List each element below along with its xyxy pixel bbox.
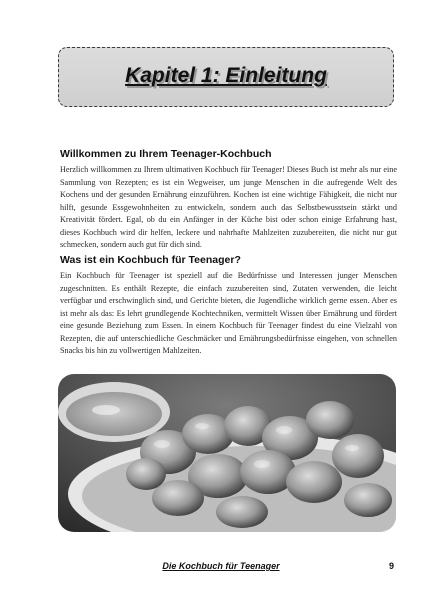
chapter-title-box [58,47,394,107]
footer-book-title: Die Kochbuch für Teenager [162,561,280,571]
page-number: 9 [388,561,394,571]
chapter-title: Kapitel 1: Einleitung [125,64,327,87]
section-heading-what-is: Was ist ein Kochbuch für Teenager? [60,254,241,266]
section-text-welcome: Herzlich willkommen zu Ihrem ultimativen Kochbuch für Teenager! Dieses Buch ist mehr als nur eine Sammlung von Rezepten; es ist ein Wegweiser, um junge Menschen in die aufregende Welt des Kochens und der gesunden Ernährung einzuführen. Kochen ist eine wichtige Fähigkeit, die nicht nur hilft, gesunde Essgewohnheiten zu entwickeln, sondern auch das Selbstbewusstsein stärkt und Kreativität fördert. Egal, ob du ein Anfänger in der Küche bist oder schon einige Erfahrung hast, dieses Kochbuch wird dir helfen, leckere und nahrhafte Mahlzeiten zuzubereiten, die nicht nur gut schmecken, sondern auch gut für dich sind. [60,165,397,249]
food-photo [58,374,396,532]
section-text-what-is: Ein Kochbuch für Teenager ist speziell auf die Bedürfnisse und Interessen junger Menschen zugeschnitten. Es enthält Rezepte, die einfach zuzubereiten sind, Zutaten verwenden, die leicht verfügbar und erschwinglich sind, und Gerichte bieten, die Jugendliche wirklich gerne essen. Aber es ist mehr als das: Es lehrt grundlegende Kochtechniken, vermittelt Wissen über Ernährung und fördert eine gesunde Beziehung zum Essen. In einem Kochbuch für Teenager findest du eine Vielzahl von Rezepten, die auf unterschiedliche Geschmäcker und Ernährungsbedürfnisse eingehen, von schnellen Snacks bis hin zu vollwertigen Mahlzeiten. [60,271,397,355]
section-heading-welcome: Willkommen zu Ihrem Teenager-Kochbuch [60,148,272,160]
